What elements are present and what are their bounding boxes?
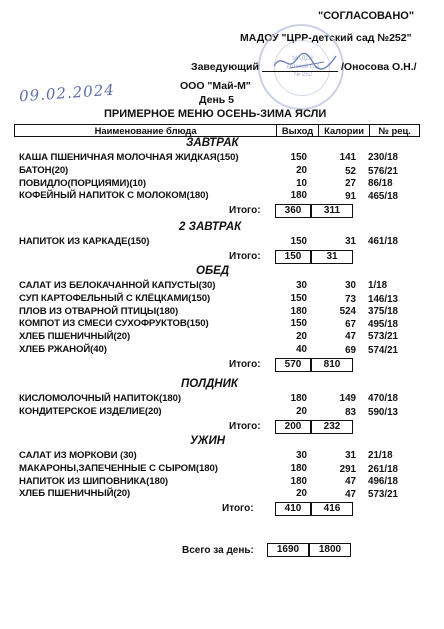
- menu-item-calories: 73: [345, 293, 356, 305]
- day-total-output: 1690: [267, 543, 309, 557]
- menu-item-calories: 91: [345, 191, 356, 203]
- section-total-label: Итого:: [229, 250, 261, 262]
- menu-item-output: 180: [290, 462, 307, 474]
- menu-item-recipe: 21/18: [368, 450, 393, 461]
- menu-item-recipe: 86/18: [368, 177, 393, 189]
- menu-item-calories: 291: [339, 463, 356, 475]
- menu-item-output: 10: [296, 177, 307, 189]
- section-title: ПОЛДНИК: [181, 378, 238, 390]
- section-total-calories: 416: [311, 502, 353, 516]
- stamp-seal: МАДОУ детский сад № 252: [258, 24, 344, 110]
- menu-item-recipe: 375/18: [368, 305, 398, 317]
- menu-item-output: 20: [296, 331, 307, 343]
- section-total-calories: 232: [311, 420, 353, 434]
- menu-item-recipe: 230/18: [368, 152, 398, 163]
- menu-item-calories: 52: [345, 165, 356, 177]
- head-name: /Оносова О.Н./: [341, 61, 417, 73]
- section-total-label: Итого:: [229, 205, 261, 217]
- menu-item-calories: 67: [345, 319, 356, 331]
- menu-item-output: 180: [290, 190, 307, 202]
- col-calories-header: Калории: [318, 125, 370, 137]
- section-title: ЗАВТРАК: [186, 137, 239, 149]
- menu-item-recipe: 461/18: [368, 236, 398, 247]
- menu-item-output: 150: [290, 152, 307, 163]
- menu-item-recipe: 496/18: [368, 475, 398, 487]
- menu-item-output: 20: [296, 164, 307, 176]
- menu-item-calories: 30: [345, 280, 356, 291]
- menu-item-name: КОНДИТЕРСКОЕ ИЗДЕЛИЕ(20): [19, 405, 162, 417]
- menu-item-recipe: 573/21: [368, 489, 398, 501]
- menu-item-recipe: 465/18: [368, 191, 398, 203]
- menu-item-calories: 47: [345, 489, 356, 501]
- menu-item-output: 150: [290, 236, 307, 247]
- menu-item-name: КИСЛОМОЛОЧНЫЙ НАПИТОК(180): [19, 393, 181, 404]
- menu-item-calories: 47: [345, 475, 356, 487]
- menu-item-name: НАПИТОК ИЗ КАРКАДЕ(150): [19, 236, 150, 247]
- menu-item-output: 150: [290, 318, 307, 330]
- approval-title: "СОГЛАСОВАНО": [318, 10, 415, 22]
- menu-item-name: ХЛЕБ ПШЕНИЧНЫЙ(20): [19, 331, 131, 343]
- section-total-calories: 311: [311, 204, 353, 218]
- menu-item-name: БАТОН(20): [19, 164, 69, 176]
- menu-item-output: 180: [290, 393, 307, 404]
- section-total-label: Итого:: [229, 358, 261, 370]
- menu-item-calories: 141: [339, 152, 356, 163]
- menu-item-output: 150: [290, 292, 307, 304]
- menu-item-output: 180: [290, 475, 307, 487]
- menu-item-output: 30: [296, 280, 307, 291]
- menu-item-calories: 83: [345, 406, 356, 418]
- section-total-output: 410: [275, 502, 311, 516]
- menu-item-output: 40: [296, 344, 307, 355]
- menu-item-name: СУП КАРТОФЕЛЬНЫЙ С КЛЁЦКАМИ(150): [19, 292, 211, 304]
- menu-item-recipe: 146/13: [368, 293, 398, 305]
- menu-item-calories: 47: [345, 331, 356, 343]
- section-total-output: 200: [275, 420, 311, 434]
- menu-item-name: ХЛЕБ ПШЕНИЧНЫЙ(20): [19, 488, 131, 500]
- section-total-label: Итого:: [229, 420, 261, 432]
- section-total-calories: 810: [311, 358, 353, 372]
- menu-item-name: МАКАРОНЫ,ЗАПЕЧЕННЫЕ С СЫРОМ(180): [19, 462, 218, 474]
- menu-item-name: САЛАТ ИЗ МОРКОВИ (30): [19, 450, 137, 461]
- approval-org: МАДОУ "ЦРР-детский сад №252": [240, 32, 412, 44]
- menu-item-output: 30: [296, 450, 307, 461]
- section-total-output: 360: [275, 204, 311, 218]
- menu-item-recipe: 1/18: [368, 280, 388, 291]
- menu-item-recipe: 470/18: [368, 393, 398, 404]
- menu-item-name: ПЛОВ ИЗ ОТВАРНОЙ ПТИЦЫ(180): [19, 305, 179, 317]
- signature-line: [262, 71, 338, 72]
- menu-item-recipe: 590/13: [368, 406, 398, 418]
- menu-item-output: 20: [296, 405, 307, 417]
- menu-item-name: КОФЕЙНЫЙ НАПИТОК С МОЛОКОМ(180): [19, 190, 209, 202]
- menu-item-output: 180: [290, 305, 307, 317]
- section-total-output: 570: [275, 358, 311, 372]
- menu-title: ПРИМЕРНОЕ МЕНЮ ОСЕНЬ-ЗИМА ЯСЛИ: [104, 108, 327, 120]
- day-total-calories: 1800: [309, 543, 351, 557]
- menu-item-calories: 149: [339, 393, 356, 404]
- section-title: ОБЕД: [196, 265, 230, 277]
- section-total-label: Итого:: [222, 503, 254, 515]
- menu-item-recipe: 576/21: [368, 165, 398, 177]
- section-total-calories: 31: [311, 250, 353, 264]
- handwritten-date: 09.02.2024: [18, 80, 116, 106]
- menu-item-calories: 31: [345, 450, 356, 461]
- menu-item-recipe: 261/18: [368, 463, 398, 475]
- menu-item-calories: 524: [339, 305, 356, 317]
- menu-item-recipe: 495/18: [368, 319, 398, 331]
- section-total-output: 150: [275, 250, 311, 264]
- menu-table-header: [14, 124, 420, 137]
- section-title: УЖИН: [190, 435, 226, 447]
- section-title: 2 ЗАВТРАК: [179, 221, 242, 233]
- menu-item-name: ХЛЕБ РЖАНОЙ(40): [19, 344, 107, 355]
- menu-item-recipe: 573/21: [368, 331, 398, 343]
- menu-item-recipe: 574/21: [368, 345, 398, 356]
- menu-item-calories: 31: [345, 236, 356, 247]
- supplier: ООО "Май-М": [180, 80, 251, 92]
- menu-item-calories: 69: [345, 345, 356, 356]
- menu-item-name: НАПИТОК ИЗ ШИПОВНИКА(180): [19, 475, 169, 487]
- menu-item-name: САЛАТ ИЗ БЕЛОКАЧАННОЙ КАПУСТЫ(30): [19, 280, 216, 291]
- menu-item-output: 20: [296, 488, 307, 500]
- col-output-header: Выход: [277, 125, 319, 137]
- col-name-header: Наименование блюда: [15, 125, 277, 137]
- day-label: День 5: [199, 94, 235, 106]
- head-label: Заведующий: [191, 61, 259, 73]
- menu-item-name: КОМПОТ ИЗ СМЕСИ СУХОФРУКТОВ(150): [19, 318, 209, 330]
- col-recipe-header: № рец.: [370, 125, 420, 137]
- menu-item-name: ПОВИДЛО(ПОРЦИЯМИ)(10): [19, 177, 147, 189]
- menu-item-calories: 27: [345, 177, 356, 189]
- day-total-label: Всего за день:: [182, 545, 254, 556]
- menu-item-name: КАША ПШЕНИЧНАЯ МОЛОЧНАЯ ЖИДКАЯ(150): [19, 152, 239, 163]
